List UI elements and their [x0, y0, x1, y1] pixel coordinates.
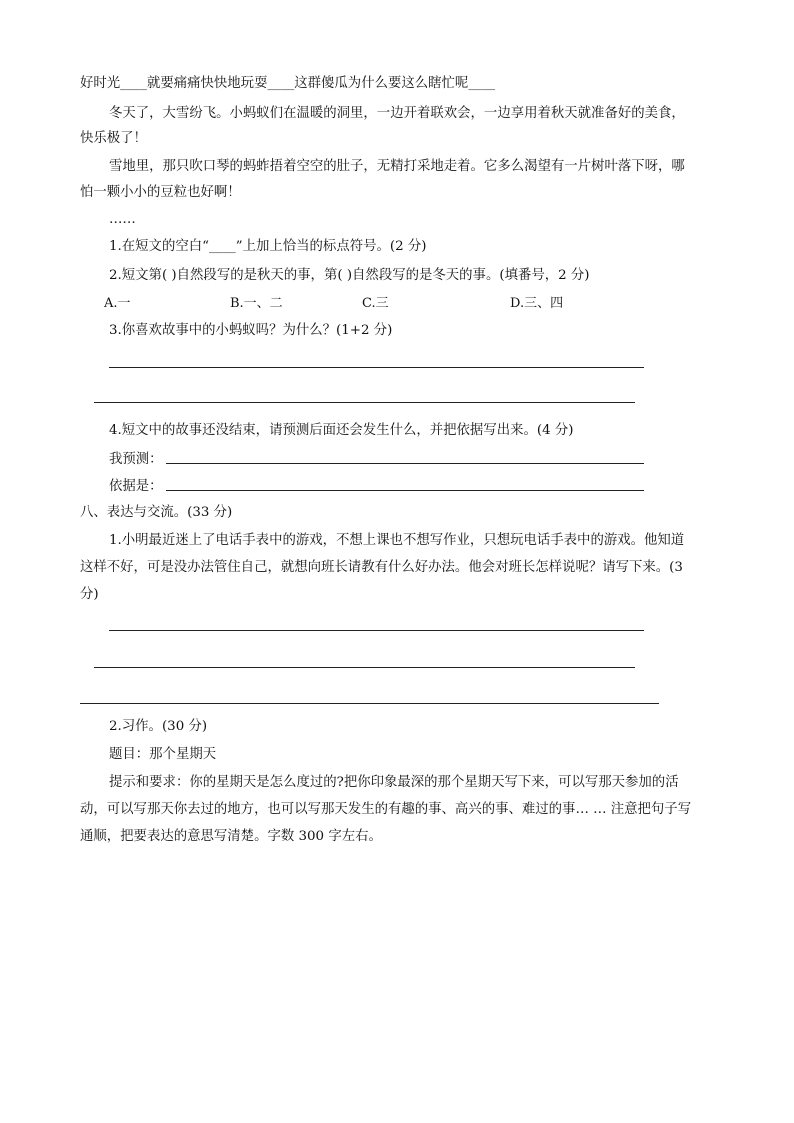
q3-answer-line-1[interactable] [109, 367, 644, 368]
question-4: 4.短文中的故事还没结束，请预测后面还会发生什么，并把依据写出来。(4 分) [109, 423, 574, 438]
s8-requirements-line-2: 动，可以写那天你去过的地方，也可以写那天发生的有趣的事、高兴的事、难过的事… … 注意把句子写 [80, 802, 692, 817]
q4-basis-line[interactable] [166, 490, 644, 491]
s8-q1-line-2: 这样不好，可是没办法管住自己，就想向班长请教有什么好办法。他会对班长怎样说呢？请写下来。(3 [80, 560, 683, 575]
s8-q1-answer-line-1[interactable] [109, 630, 644, 631]
passage-para2-line1: 冬天了，大雪纷飞。小蚂蚁们在温暖的洞里，一边开着联欢会，一边享用着秋天就准备好的美食， [109, 106, 685, 121]
question-3: 3.你喜欢故事中的小蚂蚁吗？为什么？(1+2 分) [109, 323, 393, 338]
question-2: 2.短文第( )自然段写的是秋天的事，第( )自然段写的是冬天的事。(填番号，2 分) [109, 268, 590, 283]
q2-option-a: A.一 [104, 296, 131, 311]
section-8-heading: 八、表达与交流。(33 分) [80, 505, 233, 520]
s8-q1-answer-line-2[interactable] [94, 667, 635, 668]
passage-para2-line2: 快乐极了！ [80, 131, 147, 146]
s8-q1-line-1: 1.小明最近迷上了电话手表中的游戏，不想上课也不想写作业，只想玩电话手表中的游戏。他知道 [109, 533, 685, 548]
question-1: 1.在短文的空白“____”上加上恰当的标点符号。(2 分) [109, 239, 427, 254]
s8-requirements-line-3: 通顺，把要表达的意思写清楚。字数 300 字左右。 [80, 829, 382, 844]
q3-answer-line-2[interactable] [94, 402, 635, 403]
s8-q1-answer-line-3[interactable] [80, 703, 659, 704]
q4-basis-label: 依据是： [109, 479, 163, 494]
passage-para3-line2: 怕一颗小小的豆粒也好啊！ [80, 185, 241, 200]
s8-q1-line-3: 分) [80, 587, 99, 602]
q4-predict-label: 我预测： [109, 452, 163, 467]
passage-line-1: 好时光____就要痛痛快快地玩耍____这群傻瓜为什么要这么瞎忙呢____ [80, 76, 496, 91]
q2-option-b: B.一、二 [230, 296, 283, 311]
s8-q2-composition: 2.习作。(30 分) [109, 719, 208, 734]
passage-para3-line1: 雪地里，那只吹口琴的蚂蚱捂着空空的肚子，无精打采地走着。它多么渴望有一片树叶落下呀，哪 [109, 159, 685, 174]
q2-option-d: D.三、四 [510, 296, 564, 311]
q2-option-c: C.三 [362, 296, 389, 311]
passage-ellipsis: …… [109, 212, 136, 227]
s8-requirements-line-1: 提示和要求：你的星期天是怎么度过的?把你印象最深的那个星期天写下来，可以写那天参加的活 [109, 775, 679, 790]
s8-topic: 题目：那个星期天 [109, 747, 217, 762]
q4-predict-line[interactable] [166, 463, 644, 464]
